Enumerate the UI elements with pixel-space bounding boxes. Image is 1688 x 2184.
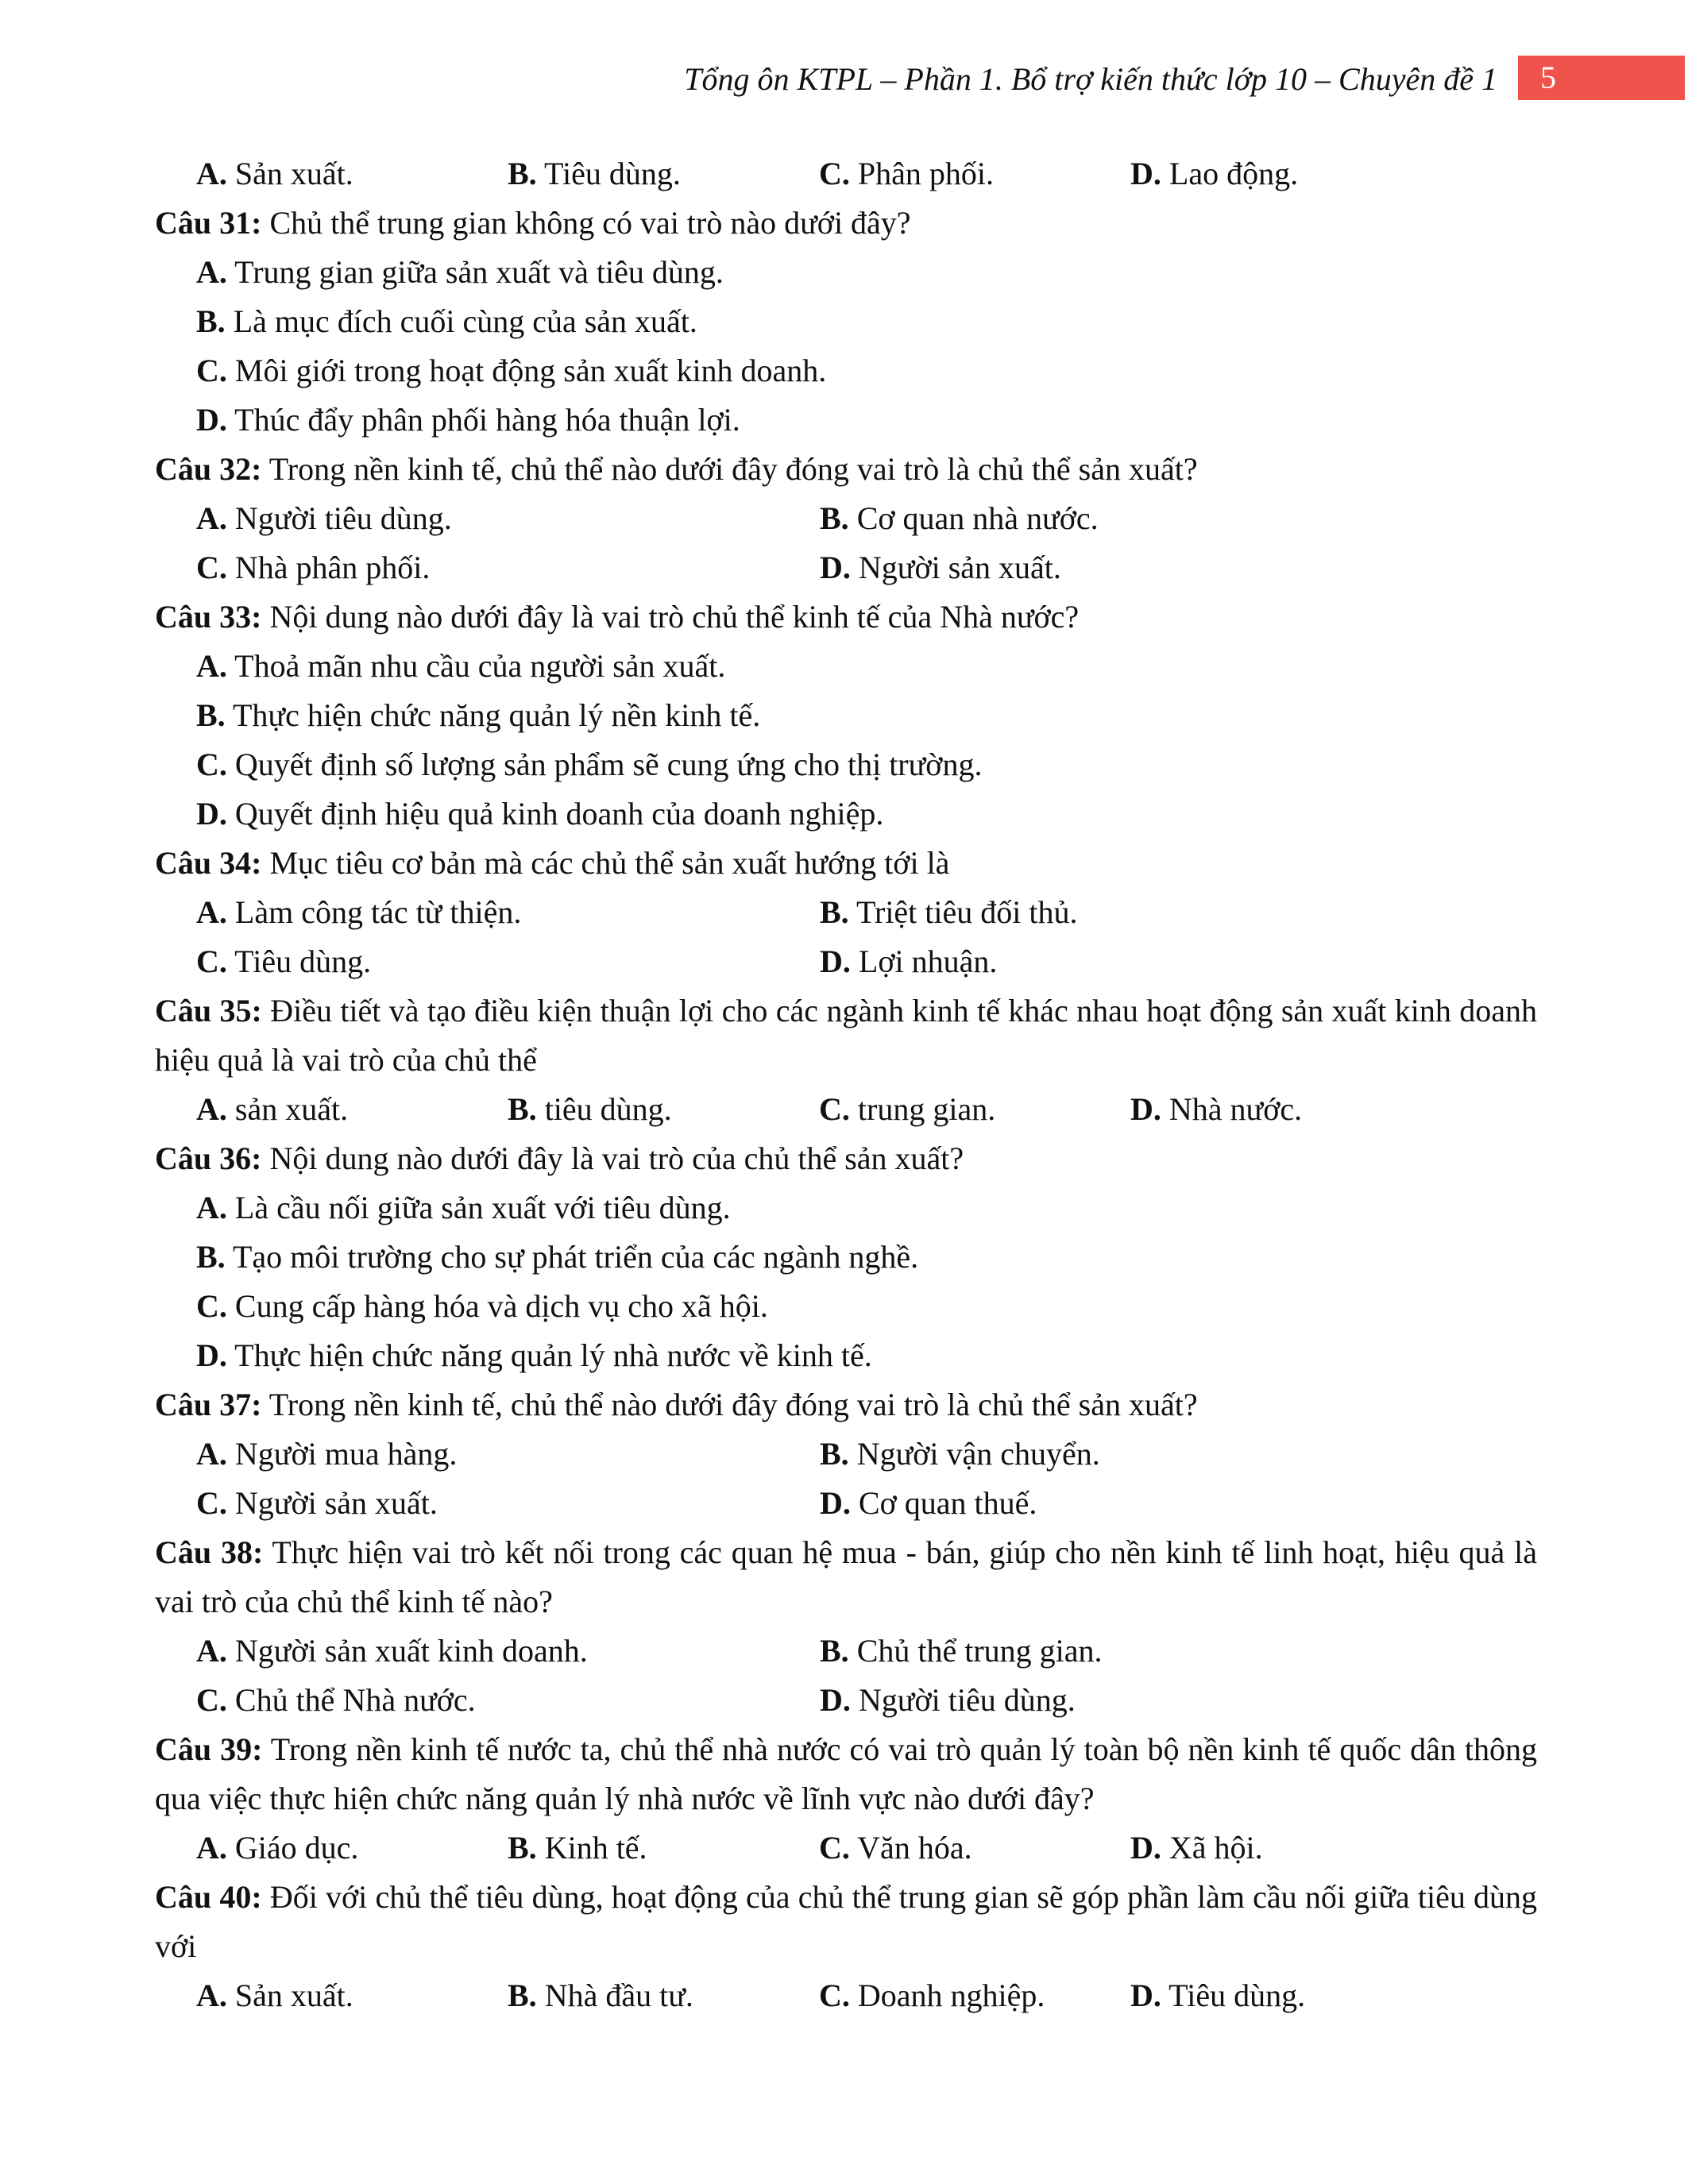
answer-options: [155, 888, 1537, 986]
option: [196, 396, 1537, 445]
option-letter: B.: [196, 697, 226, 733]
option: D. Lao động.: [1130, 156, 1299, 191]
option: [820, 888, 1443, 937]
header-title: Tổng ôn KTPL – Phần 1. Bổ trợ kiến thức lớp 10 – Chuyên đề 1: [684, 61, 1497, 97]
question-text: Nội dung nào dưới đây là vai trò chủ thể kinh tế của Nhà nước?: [269, 599, 1080, 635]
option-letter: B.: [508, 1978, 537, 2013]
option-letter: D.: [1130, 1830, 1161, 1866]
option: [196, 1282, 1537, 1331]
option-text: Người tiêu dùng.: [858, 1682, 1076, 1718]
option-letter: A.: [196, 1436, 227, 1472]
option: [196, 1676, 820, 1725]
question-number: Câu 33:: [155, 599, 262, 635]
question-stem: [155, 445, 1537, 494]
question-stem: [155, 1380, 1537, 1430]
page-number-badge: [1518, 56, 1685, 100]
question-number: Câu 39:: [155, 1731, 263, 1767]
option-letter: A.: [196, 648, 227, 684]
option-letter: C.: [196, 1288, 227, 1324]
option-letter: C.: [196, 747, 227, 782]
option-text: Trung gian giữa sản xuất và tiêu dùng.: [234, 254, 724, 290]
option-text: Cơ quan thuế.: [858, 1485, 1037, 1521]
option-text: Làm công tác từ thiện.: [234, 894, 522, 930]
option-text: Nhà phân phối.: [234, 550, 431, 585]
option-text: Tạo môi trường cho sự phát triển của các ngành nghề.: [232, 1239, 919, 1275]
option: [820, 1626, 1443, 1676]
question-text: Chủ thể trung gian không có vai trò nào dưới đây?: [269, 205, 911, 241]
question-37: [155, 1380, 1537, 1528]
question-number: Câu 38:: [155, 1534, 264, 1570]
question-number: Câu 31:: [155, 205, 262, 241]
option-letter: C.: [196, 353, 227, 388]
option-text: Người sản xuất.: [858, 550, 1061, 585]
question-stem: [155, 1134, 1537, 1183]
question-text: Nội dung nào dưới đây là vai trò của chủ thể sản xuất?: [269, 1140, 964, 1176]
question-36: [155, 1134, 1537, 1380]
option: [820, 543, 1443, 592]
option-text: Là mục đích cuối cùng của sản xuất.: [233, 303, 697, 339]
option: [819, 1823, 1130, 1873]
option-letter: B.: [820, 500, 849, 536]
option: [820, 1479, 1443, 1528]
option-text: Giáo dục.: [234, 1830, 359, 1866]
option-letter: A.: [196, 500, 227, 536]
page-header: [0, 56, 1688, 103]
option-letter: D.: [820, 550, 851, 585]
option: [196, 1085, 508, 1134]
option-text: Sản xuất.: [234, 1978, 353, 2013]
option: [196, 543, 820, 592]
option-letter: D.: [820, 1485, 851, 1521]
question-31: [155, 199, 1537, 445]
question-stem: [155, 839, 1537, 888]
option-letter: A.: [196, 894, 227, 930]
option-text: Cung cấp hàng hóa và dịch vụ cho xã hội.: [234, 1288, 768, 1324]
option: [196, 1479, 820, 1528]
question-32: [155, 445, 1537, 592]
option: [196, 1183, 1537, 1233]
option-text: Người tiêu dùng.: [234, 500, 452, 536]
option-text: Thúc đẩy phân phối hàng hóa thuận lợi.: [234, 402, 740, 438]
option: [1130, 1823, 1442, 1873]
option-text: Người vận chuyển.: [856, 1436, 1100, 1472]
option: [196, 346, 1537, 396]
option-letter: A.: [196, 1633, 227, 1669]
option-text: Môi giới trong hoạt động sản xuất kinh doanh.: [234, 353, 827, 388]
answer-options: [155, 1183, 1537, 1380]
answer-options: [155, 494, 1537, 592]
question-text: Đối với chủ thể tiêu dùng, hoạt động của chủ thể trung gian sẽ góp phần làm cầu nối giữa tiêu dùng với: [155, 1879, 1538, 1964]
option-text: Chủ thể trung gian.: [856, 1633, 1103, 1669]
option: [820, 494, 1443, 543]
question-40: [155, 1873, 1537, 2020]
question-text: Trong nền kinh tế nước ta, chủ thể nhà nước có vai trò quản lý toàn bộ nền kinh tế quốc dân thông qua việc thực hiện chức năng quản lý nhà nước về lĩnh vực nào dưới đây?: [155, 1731, 1538, 1816]
option-text: Tiêu dùng.: [234, 943, 372, 979]
option-letter: C.: [819, 1978, 850, 2013]
option-letter: D.: [196, 1337, 227, 1373]
option-letter: C.: [819, 1830, 850, 1866]
question-text: Thực hiện vai trò kết nối trong các quan hệ mua - bán, giúp cho nền kinh tế linh hoạt, hiệu quả là vai trò của chủ thể kinh tế nào?: [155, 1534, 1538, 1619]
option: [196, 1331, 1537, 1380]
option: [196, 691, 1537, 740]
question-stem: [155, 199, 1537, 248]
option: B. Tiêu dùng.: [508, 156, 681, 191]
option-text: Người sản xuất.: [234, 1485, 438, 1521]
option-text: Nhà nước.: [1168, 1091, 1303, 1127]
option: [820, 937, 1443, 986]
answer-options: [155, 248, 1537, 445]
question-number: Câu 34:: [155, 845, 262, 881]
option: [196, 297, 1537, 346]
option-letter: D.: [820, 943, 851, 979]
question-stem: [155, 1528, 1537, 1626]
option-text: Thực hiện chức năng quản lý nhà nước về kinh tế.: [234, 1337, 872, 1373]
option-letter: A.: [196, 1190, 227, 1225]
option: [196, 494, 820, 543]
option-letter: B.: [820, 1436, 849, 1472]
question-text: Trong nền kinh tế, chủ thể nào dưới đây đóng vai trò là chủ thể sản xuất?: [268, 1387, 1198, 1422]
option-text: Kinh tế.: [544, 1830, 647, 1866]
option-text: Cơ quan nhà nước.: [856, 500, 1099, 536]
question-stem: [155, 986, 1537, 1085]
page-number: 5: [1540, 60, 1556, 95]
option-letter: B.: [508, 1091, 537, 1127]
option-letter: D.: [1130, 1978, 1161, 2013]
question-text: Trong nền kinh tế, chủ thể nào dưới đây đóng vai trò là chủ thể sản xuất?: [268, 451, 1198, 487]
question-38: [155, 1528, 1537, 1725]
option: [196, 740, 1537, 789]
option-letter: B.: [820, 1633, 849, 1669]
answer-options: [155, 1626, 1537, 1725]
option: [196, 1626, 820, 1676]
option-text: sản xuất.: [234, 1091, 349, 1127]
option: [196, 248, 1537, 297]
question-text: Điều tiết và tạo điều kiện thuận lợi cho các ngành kinh tế khác nhau hoạt động sản xuất kinh doanh hiệu quả là vai trò của chủ thể: [155, 993, 1538, 1078]
answer-options: [155, 1085, 1537, 1134]
option: [820, 1676, 1443, 1725]
question-stem: [155, 1873, 1537, 1971]
option-letter: C.: [196, 1485, 227, 1521]
option-text: Triệt tiêu đối thủ.: [856, 894, 1078, 930]
option: [508, 1823, 819, 1873]
option-letter: C.: [196, 943, 227, 979]
option-letter: C.: [196, 550, 227, 585]
option: [819, 1971, 1130, 2020]
option: [196, 937, 820, 986]
answer-options: [155, 1430, 1537, 1528]
option: [1130, 1971, 1442, 2020]
option: [820, 1430, 1443, 1479]
option-text: Người mua hàng.: [234, 1436, 458, 1472]
question-39: [155, 1725, 1537, 1873]
option-letter: C.: [819, 1091, 850, 1127]
option: [819, 1085, 1130, 1134]
option-letter: D.: [1130, 1091, 1161, 1127]
option: [196, 1971, 508, 2020]
option-text: Xã hội.: [1168, 1830, 1263, 1866]
option: [196, 1233, 1537, 1282]
option-text: Thực hiện chức năng quản lý nền kinh tế.: [232, 697, 761, 733]
option-text: tiêu dùng.: [544, 1091, 672, 1127]
option-text: Lợi nhuận.: [858, 943, 998, 979]
answer-options: [155, 1823, 1537, 1873]
question-number: Câu 36:: [155, 1140, 262, 1176]
option-text: Doanh nghiệp.: [857, 1978, 1045, 2013]
question-number: Câu 35:: [155, 993, 262, 1028]
option-letter: A.: [196, 1830, 227, 1866]
question-stem: [155, 1725, 1537, 1823]
option-text: Quyết định hiệu quả kinh doanh của doanh nghiệp.: [234, 796, 884, 832]
option-letter: C.: [196, 1682, 227, 1718]
option-letter: A.: [196, 1091, 227, 1127]
option: [508, 1971, 819, 2020]
option-text: Văn hóa.: [857, 1830, 972, 1866]
option-letter: A.: [196, 254, 227, 290]
option-letter: B.: [820, 894, 849, 930]
question-34: [155, 839, 1537, 986]
answer-options: [155, 1971, 1537, 2020]
question-number: Câu 37:: [155, 1387, 262, 1422]
option-letter: D.: [820, 1682, 851, 1718]
option-text: trung gian.: [857, 1091, 996, 1127]
option: [508, 1085, 819, 1134]
question-35: [155, 986, 1537, 1134]
answer-options: [155, 642, 1537, 839]
option-letter: B.: [196, 303, 226, 339]
option: [196, 888, 820, 937]
question-text: Mục tiêu cơ bản mà các chủ thể sản xuất hướng tới là: [269, 845, 950, 881]
option-text: Nhà đầu tư.: [544, 1978, 693, 2013]
option-letter: B.: [508, 1830, 537, 1866]
option: [196, 642, 1537, 691]
option-text: Thoả mãn nhu cầu của người sản xuất.: [234, 648, 726, 684]
option-text: Tiêu dùng.: [1168, 1978, 1306, 2013]
question-number: Câu 32:: [155, 451, 262, 487]
option-text: Quyết định số lượng sản phẩm sẽ cung ứng cho thị trường.: [234, 747, 983, 782]
option-letter: D.: [196, 402, 227, 438]
question-33: [155, 592, 1537, 839]
option-text: Người sản xuất kinh doanh.: [234, 1633, 588, 1669]
option-letter: A.: [196, 1978, 227, 2013]
option: C. Phân phối.: [819, 156, 995, 191]
option: [196, 1823, 508, 1873]
option-text: Chủ thể Nhà nước.: [234, 1682, 476, 1718]
option: [1130, 1085, 1442, 1134]
question-number: Câu 40:: [155, 1879, 262, 1915]
question-stem: [155, 592, 1537, 642]
option: A. Sản xuất.: [196, 156, 353, 191]
option-letter: B.: [196, 1239, 226, 1275]
question-list: [155, 149, 1537, 2020]
option-text: Là cầu nối giữa sản xuất với tiêu dùng.: [234, 1190, 731, 1225]
option: [196, 789, 1537, 839]
prev-question-options: [155, 149, 1537, 199]
option-letter: D.: [196, 796, 227, 832]
option: [196, 1430, 820, 1479]
